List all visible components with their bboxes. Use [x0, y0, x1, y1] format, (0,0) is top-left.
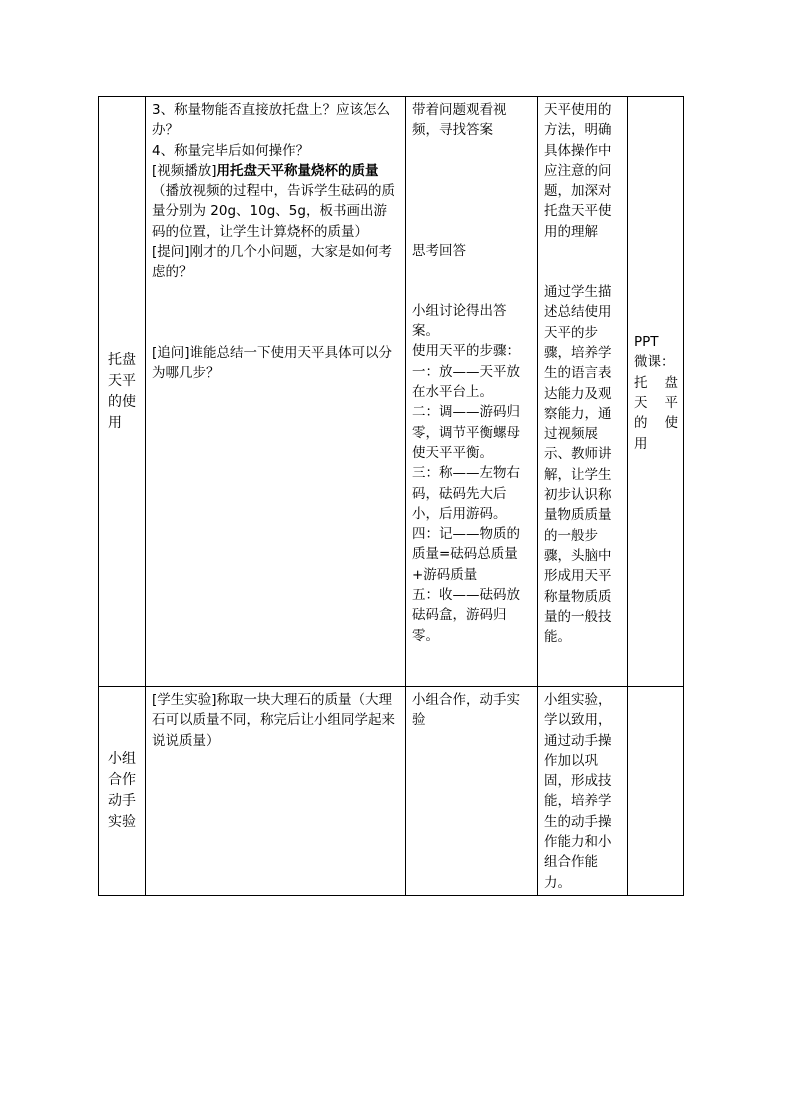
steps-title: 使用天平的步骤：: [412, 343, 520, 360]
video-line: [152, 161, 400, 181]
watch-text: 带着问题观看视频，寻找答案: [412, 102, 507, 139]
ask-text: [提问]刚才的几个小问题，大家是如何考虑的？: [152, 244, 393, 281]
student-activity-cell: [406, 97, 538, 687]
stage-label: 托盘天平的使用: [108, 351, 136, 431]
design-intent-cell: [538, 97, 628, 687]
video-tag: [视频播放]: [152, 162, 217, 179]
question-4: 4、称量完毕后如何操作？: [152, 142, 310, 159]
stage-cell: [99, 97, 146, 687]
follow-up-text: [追问]谁能总结一下使用天平具体可以分为哪几步？: [152, 344, 393, 381]
intent-text: 小组实验，学以致用，通过动手操作加以巩固，形成技能，培养学生的动手操作能力和小组合作能力。: [544, 692, 612, 891]
video-title: 用托盘天平称量烧杯的质量: [216, 162, 379, 179]
discuss-text: 小组讨论得出答案。: [412, 302, 507, 340]
table-row: [99, 97, 684, 687]
step-4: 四：记——物质的质量=砝码总质量+游码质量: [412, 526, 520, 583]
step-5: 五：收——砝码放砝码盒，游码归零。: [412, 587, 520, 644]
step-1: 一：放——天平放在水平台上。: [412, 363, 520, 401]
video-note: （播放视频的过程中，告诉学生砝码的质量分别为 20g、10g、5g，板书画出游码的位置，让学生计算烧杯的质量）: [152, 183, 395, 240]
intent-b: 通过学生描述总结使用天平的步骤，培养学生的语言表达能力及观察能力，通过视频展示、教师讲解，让学生初步认识称量物质质量的一般步骤，头脑中形成用天平称量物质质量的一般技能。: [544, 284, 612, 646]
experiment-text: [学生实验]称取一块大理石的质量（大理石可以质量不同，称完后让小组同学起来说说质量）: [152, 692, 395, 749]
resource-text: PPT 微课： 托盘 天平 的使 用: [634, 334, 678, 452]
table-row: [99, 687, 684, 896]
teacher-activity-cell: [146, 97, 406, 687]
intent-a: 天平使用的方法，明确具体操作中应注意的问题，加深对托盘天平使用的理解: [544, 102, 612, 240]
teacher-activity-cell: [146, 687, 406, 896]
design-intent-cell: [538, 687, 628, 896]
student-activity-cell: [406, 687, 538, 896]
step-3: 三：称——左物右码，砝码先大后小，后用游码。: [412, 465, 520, 522]
group-work-text: 小组合作，动手实验: [412, 692, 520, 729]
question-3: 3、称量物能否直接放托盘上？应该怎么办？: [152, 102, 391, 139]
stage-cell: [99, 687, 146, 896]
resource-cell: [628, 97, 684, 687]
lesson-plan-table: [98, 96, 684, 896]
stage-label: 小组合作动手实验: [108, 751, 136, 830]
think-text: 思考回答: [412, 242, 466, 259]
step-2: 二：调——游码归零，调节平衡螺母使天平平衡。: [412, 404, 520, 461]
resource-cell: [628, 687, 684, 896]
